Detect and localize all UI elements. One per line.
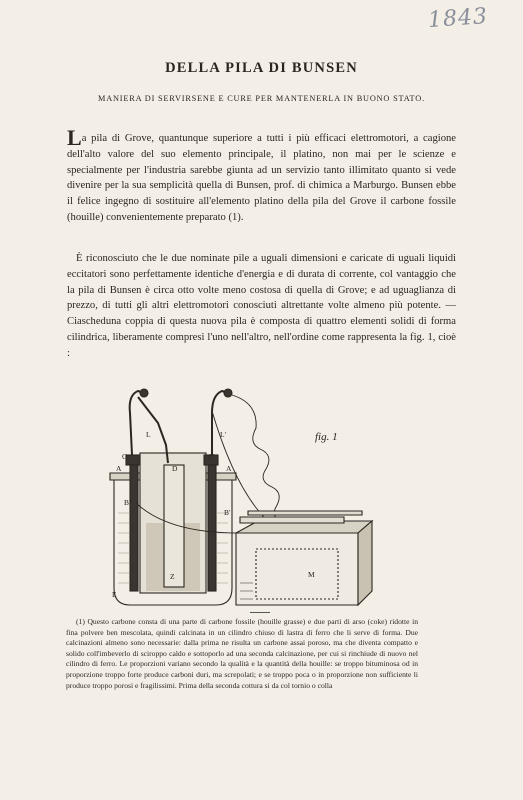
- zinc-cylinder-left: [130, 463, 138, 591]
- carbon-rod: [164, 465, 184, 587]
- paragraph-intro-text: a pila di Grove, quantunque superiore a tutti i più efficaci elettromotori, a cagione dell'alto valore del suo elemento principale, il platino, non mai per le scienze e specialmente per l'industria sarebbe giunta ad un servizio tanto illimitato quanto si vede divenire per la sua semplicità quella di Bunsen, prof. di chimica a Marburgo. Bunsen ebbe il felice ingegno di sostituire all'elemento platino della pila del Grove il carbone fossile (houille) convenientemente preparato (1).: [67, 133, 456, 223]
- apparatus-box: [236, 533, 358, 605]
- footnote: (1) Questo carbone consta di una parte di carbone fossile (houille grasse) e due parti di arso (coke) ridotte in fina polvere ben mescolata, quindi calcinata in un cilindro chiuso di lastra di ferro che li serve di forma. Due calcinazioni almeno sono necessarie: dalla prima ne risulta un carbone assai poroso, ma che diventa compatto e solido coll'imbeverlo di sciroppo caldo e sottoporlo ad una seconda calcinazione, per cui si rinchiude di nuovo nel cilindro di ferro. Le proporzioni variano secondo la qualità e la quantità della houille: se troppo bituminosa od in proporzione troppo forte produce carboni duri, ma screpolati; e se troppo poca o in proporzione non sufficiente li produce troppo porosi e fragilissimi. Prima della seconda cottura si da col tornio o colla: [66, 617, 418, 690]
- label-M: M: [308, 570, 315, 579]
- label-L-prime: L': [220, 430, 226, 439]
- label-E: E: [112, 590, 117, 599]
- label-D: D: [172, 464, 178, 473]
- spiral-wire: [232, 395, 284, 523]
- wire-right: [212, 391, 228, 455]
- zinc-cylinder-right: [208, 463, 216, 591]
- page-title: DELLA PILA DI BUNSEN: [165, 60, 358, 76]
- handwritten-year-note: 1843: [427, 3, 489, 34]
- page-subtitle: MANIERA DI SERVIRSENE E CURE PER MANTENERLA IN BUONO STATO.: [98, 94, 425, 103]
- label-A-right: A: [226, 464, 232, 473]
- footnote-divider: [250, 612, 270, 613]
- label-B-prime: B': [224, 508, 231, 517]
- label-A-left: A: [116, 464, 122, 473]
- drop-cap: L: [67, 125, 82, 150]
- figure-caption: fig. 1: [315, 431, 338, 443]
- bunsen-cell-illustration: [108, 383, 380, 608]
- label-L: L: [146, 430, 151, 439]
- label-C: C: [122, 452, 128, 461]
- paragraph-description: È riconosciuto che le due nominate pile a uguali dimensioni e caricate di uguali liquidi eccitatori sono perfettamente identiche d'energia e di durata di corrente, col vantaggio che la pila di Bunsen è circa otto volte meno costosa di quella di Grove; e ad uguaglianza di prezzo, di tutti gli altri elettromotori conosciuti altrettante volte almeno più potente. — Ciascheduna coppia di questa nuova pila è composta di quattro elementi solidi di forma cilindrica, liberamente compresi l'uno nell'altro, nell'ordine come rappresenta la fig. 1, cioè :: [67, 253, 456, 359]
- label-C-prime: C': [208, 452, 215, 461]
- label-B: B: [124, 498, 130, 507]
- paragraph-intro: [67, 125, 456, 226]
- label-Z: Z: [170, 572, 175, 581]
